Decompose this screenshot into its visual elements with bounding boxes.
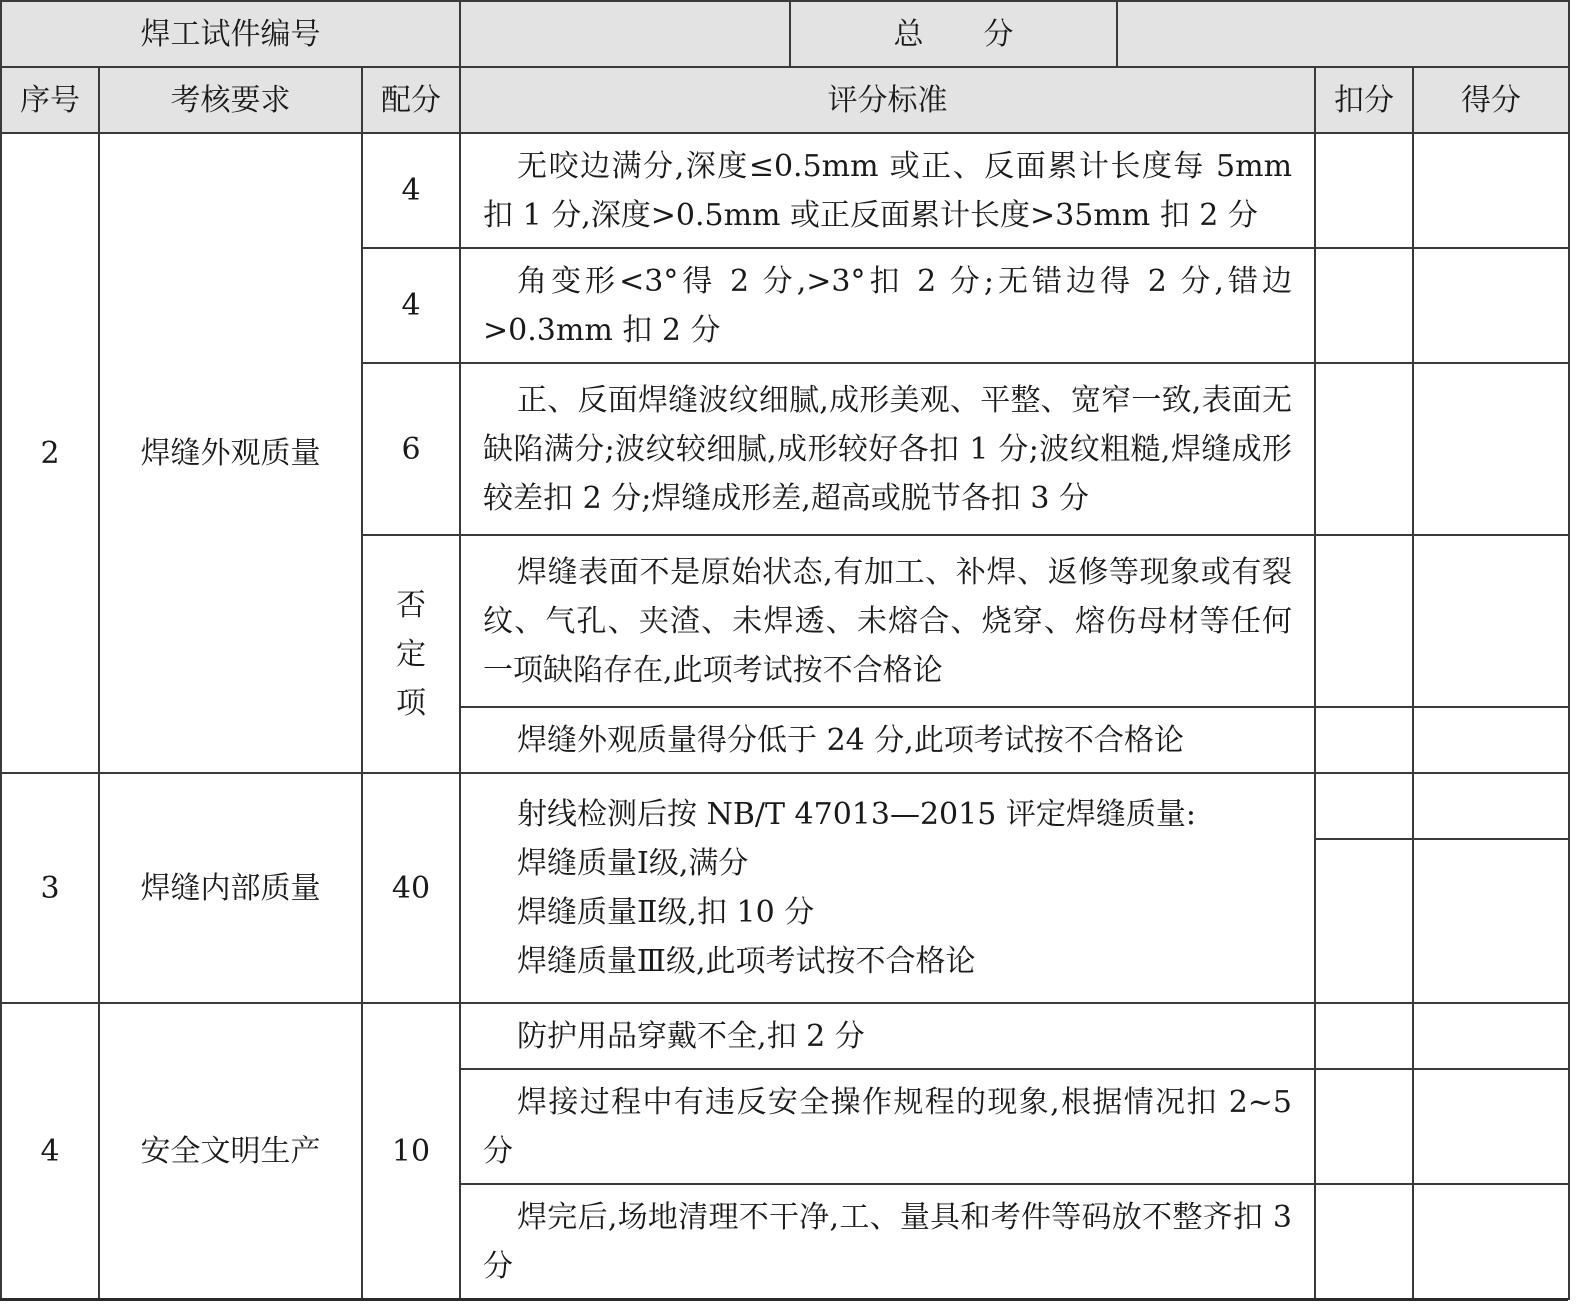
col-header-score: 得分 [1413, 67, 1569, 133]
veto-label-char: 否 [396, 587, 427, 623]
col-header-criteria: 评分标准 [460, 67, 1315, 133]
row-points: 4 [362, 248, 460, 363]
score-cell[interactable] [1413, 363, 1569, 535]
criteria-line: 焊缝质量Ⅱ级,扣 10 分 [517, 895, 815, 930]
score-cell[interactable] [1413, 1003, 1569, 1069]
criteria-line: 焊缝质量Ⅲ级,此项考试按不合格论 [517, 944, 976, 979]
criteria-line: 焊缝质量Ⅰ级,满分 [517, 846, 749, 881]
deduction-cell[interactable] [1315, 1184, 1413, 1299]
score-cell[interactable] [1413, 839, 1569, 1003]
score-cell[interactable] [1413, 707, 1569, 773]
header-row-columns [1, 67, 1569, 133]
row-points: 4 [362, 133, 460, 248]
row-criteria: 正、反面焊缝波纹细腻,成形美观、平整、宽窄一致,表面无缺陷满分;波纹较细腻,成形较好各扣 1 分;波纹粗糙,焊缝成形较差扣 2 分;焊缝成形差,超高或脱节各扣 3 分 [460, 363, 1315, 535]
table-row [1, 773, 1569, 839]
col-header-requirement: 考核要求 [99, 67, 362, 133]
row-no: 4 [1, 1003, 99, 1299]
row-criteria: 防护用品穿戴不全,扣 2 分 [460, 1003, 1315, 1069]
score-cell[interactable] [1413, 133, 1569, 248]
header-row-specimen [1, 1, 1569, 67]
row-points: 6 [362, 363, 460, 535]
deduction-cell[interactable] [1315, 707, 1413, 773]
deduction-cell[interactable] [1315, 363, 1413, 535]
deduction-cell[interactable] [1315, 1003, 1413, 1069]
veto-label [363, 581, 459, 728]
row-requirement: 焊缝外观质量 [99, 133, 362, 773]
col-header-points: 配分 [362, 67, 460, 133]
row-points-veto [362, 535, 460, 773]
criteria-line: 射线检测后按 NB/T 47013—2015 评定焊缝质量: [517, 797, 1196, 832]
table-row [1, 1003, 1569, 1069]
specimen-no-label: 焊工试件编号 [1, 1, 460, 67]
score-cell[interactable] [1413, 535, 1569, 707]
row-criteria: 焊完后,场地清理不干净,工、量具和考件等码放不整齐扣 3 分 [460, 1184, 1315, 1299]
row-points: 40 [362, 773, 460, 1003]
deduction-cell[interactable] [1315, 1069, 1413, 1184]
deduction-cell[interactable] [1315, 248, 1413, 363]
score-cell[interactable] [1413, 248, 1569, 363]
row-criteria-lines [460, 773, 1315, 1003]
deduction-cell[interactable] [1315, 839, 1413, 1003]
total-label: 总 分 [790, 1, 1117, 67]
score-cell[interactable] [1413, 773, 1569, 839]
row-no: 2 [1, 133, 99, 773]
row-requirement: 安全文明生产 [99, 1003, 362, 1299]
row-no: 3 [1, 773, 99, 1003]
row-criteria: 焊缝表面不是原始状态,有加工、补焊、返修等现象或有裂纹、气孔、夹渣、未焊透、未熔合、烧穿、熔伤母材等任何一项缺陷存在,此项考试按不合格论 [460, 535, 1315, 707]
score-cell[interactable] [1413, 1184, 1569, 1299]
row-criteria: 角变形<3°得 2 分,>3°扣 2 分;无错边得 2 分,错边>0.3mm 扣 2 分 [460, 248, 1315, 363]
row-points: 10 [362, 1003, 460, 1299]
deduction-cell[interactable] [1315, 535, 1413, 707]
bottom-rule [0, 1298, 1568, 1301]
row-requirement: 焊缝内部质量 [99, 773, 362, 1003]
deduction-cell[interactable] [1315, 773, 1413, 839]
total-value [1117, 1, 1569, 67]
veto-label-char: 定 [396, 636, 427, 672]
col-header-deduction: 扣分 [1315, 67, 1413, 133]
veto-label-char: 项 [396, 685, 427, 721]
specimen-no-value [460, 1, 790, 67]
deduction-cell[interactable] [1315, 133, 1413, 248]
row-criteria: 焊缝外观质量得分低于 24 分,此项考试按不合格论 [460, 707, 1315, 773]
row-criteria: 无咬边满分,深度≤0.5mm 或正、反面累计长度每 5mm 扣 1 分,深度>0.5mm 或正反面累计长度>35mm 扣 2 分 [460, 133, 1315, 248]
row-criteria: 焊接过程中有违反安全操作规程的现象,根据情况扣 2~5 分 [460, 1069, 1315, 1184]
col-header-no: 序号 [1, 67, 99, 133]
table-row [1, 133, 1569, 248]
score-cell[interactable] [1413, 1069, 1569, 1184]
